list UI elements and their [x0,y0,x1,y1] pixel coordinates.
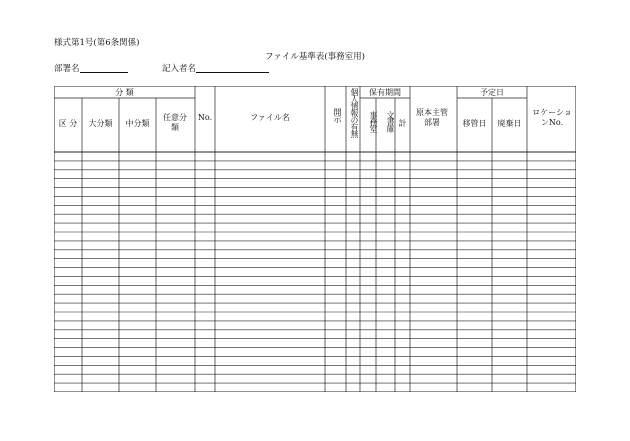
header-middle-class: 中分類 [125,119,150,128]
header-file-name: ファイル名 [250,113,290,122]
header-large-class: 大分類 [88,119,113,128]
file-standard-table [54,86,576,392]
writer-field [162,62,269,74]
header-retention: 保有期間 [369,88,401,97]
writer-blank[interactable] [196,62,269,73]
header-schedule: 予定日 [480,88,504,97]
header-original-owner: 原本主管部署 [416,108,448,127]
header-classification: 分 類 [115,88,134,97]
header-optional-class: 任意分類 [163,113,187,132]
department-field [54,62,128,74]
header-disposal-date: 廃棄日 [497,119,522,128]
department-blank[interactable] [80,62,128,73]
header-transfer-date: 移管日 [462,119,487,128]
header-no: No. [197,113,213,122]
header-location-no: ロケーションNo. [532,108,572,127]
header-office: 事務室 [369,111,378,132]
header-archive: 文書庫 [386,111,395,132]
header-personal-info: 個人情報の有無 [350,88,359,137]
form-number: 様式第1号(第6条関係) [54,38,140,48]
department-label: 部署名 [54,64,80,74]
form-title: ファイル基準表(事務室用) [265,52,365,62]
header-kubun: 区 分 [58,119,78,128]
header-total: 計 [398,119,407,128]
header-disclosure: 開示 [333,108,342,122]
writer-label: 記入者名 [162,64,197,74]
table-grid [54,86,576,392]
